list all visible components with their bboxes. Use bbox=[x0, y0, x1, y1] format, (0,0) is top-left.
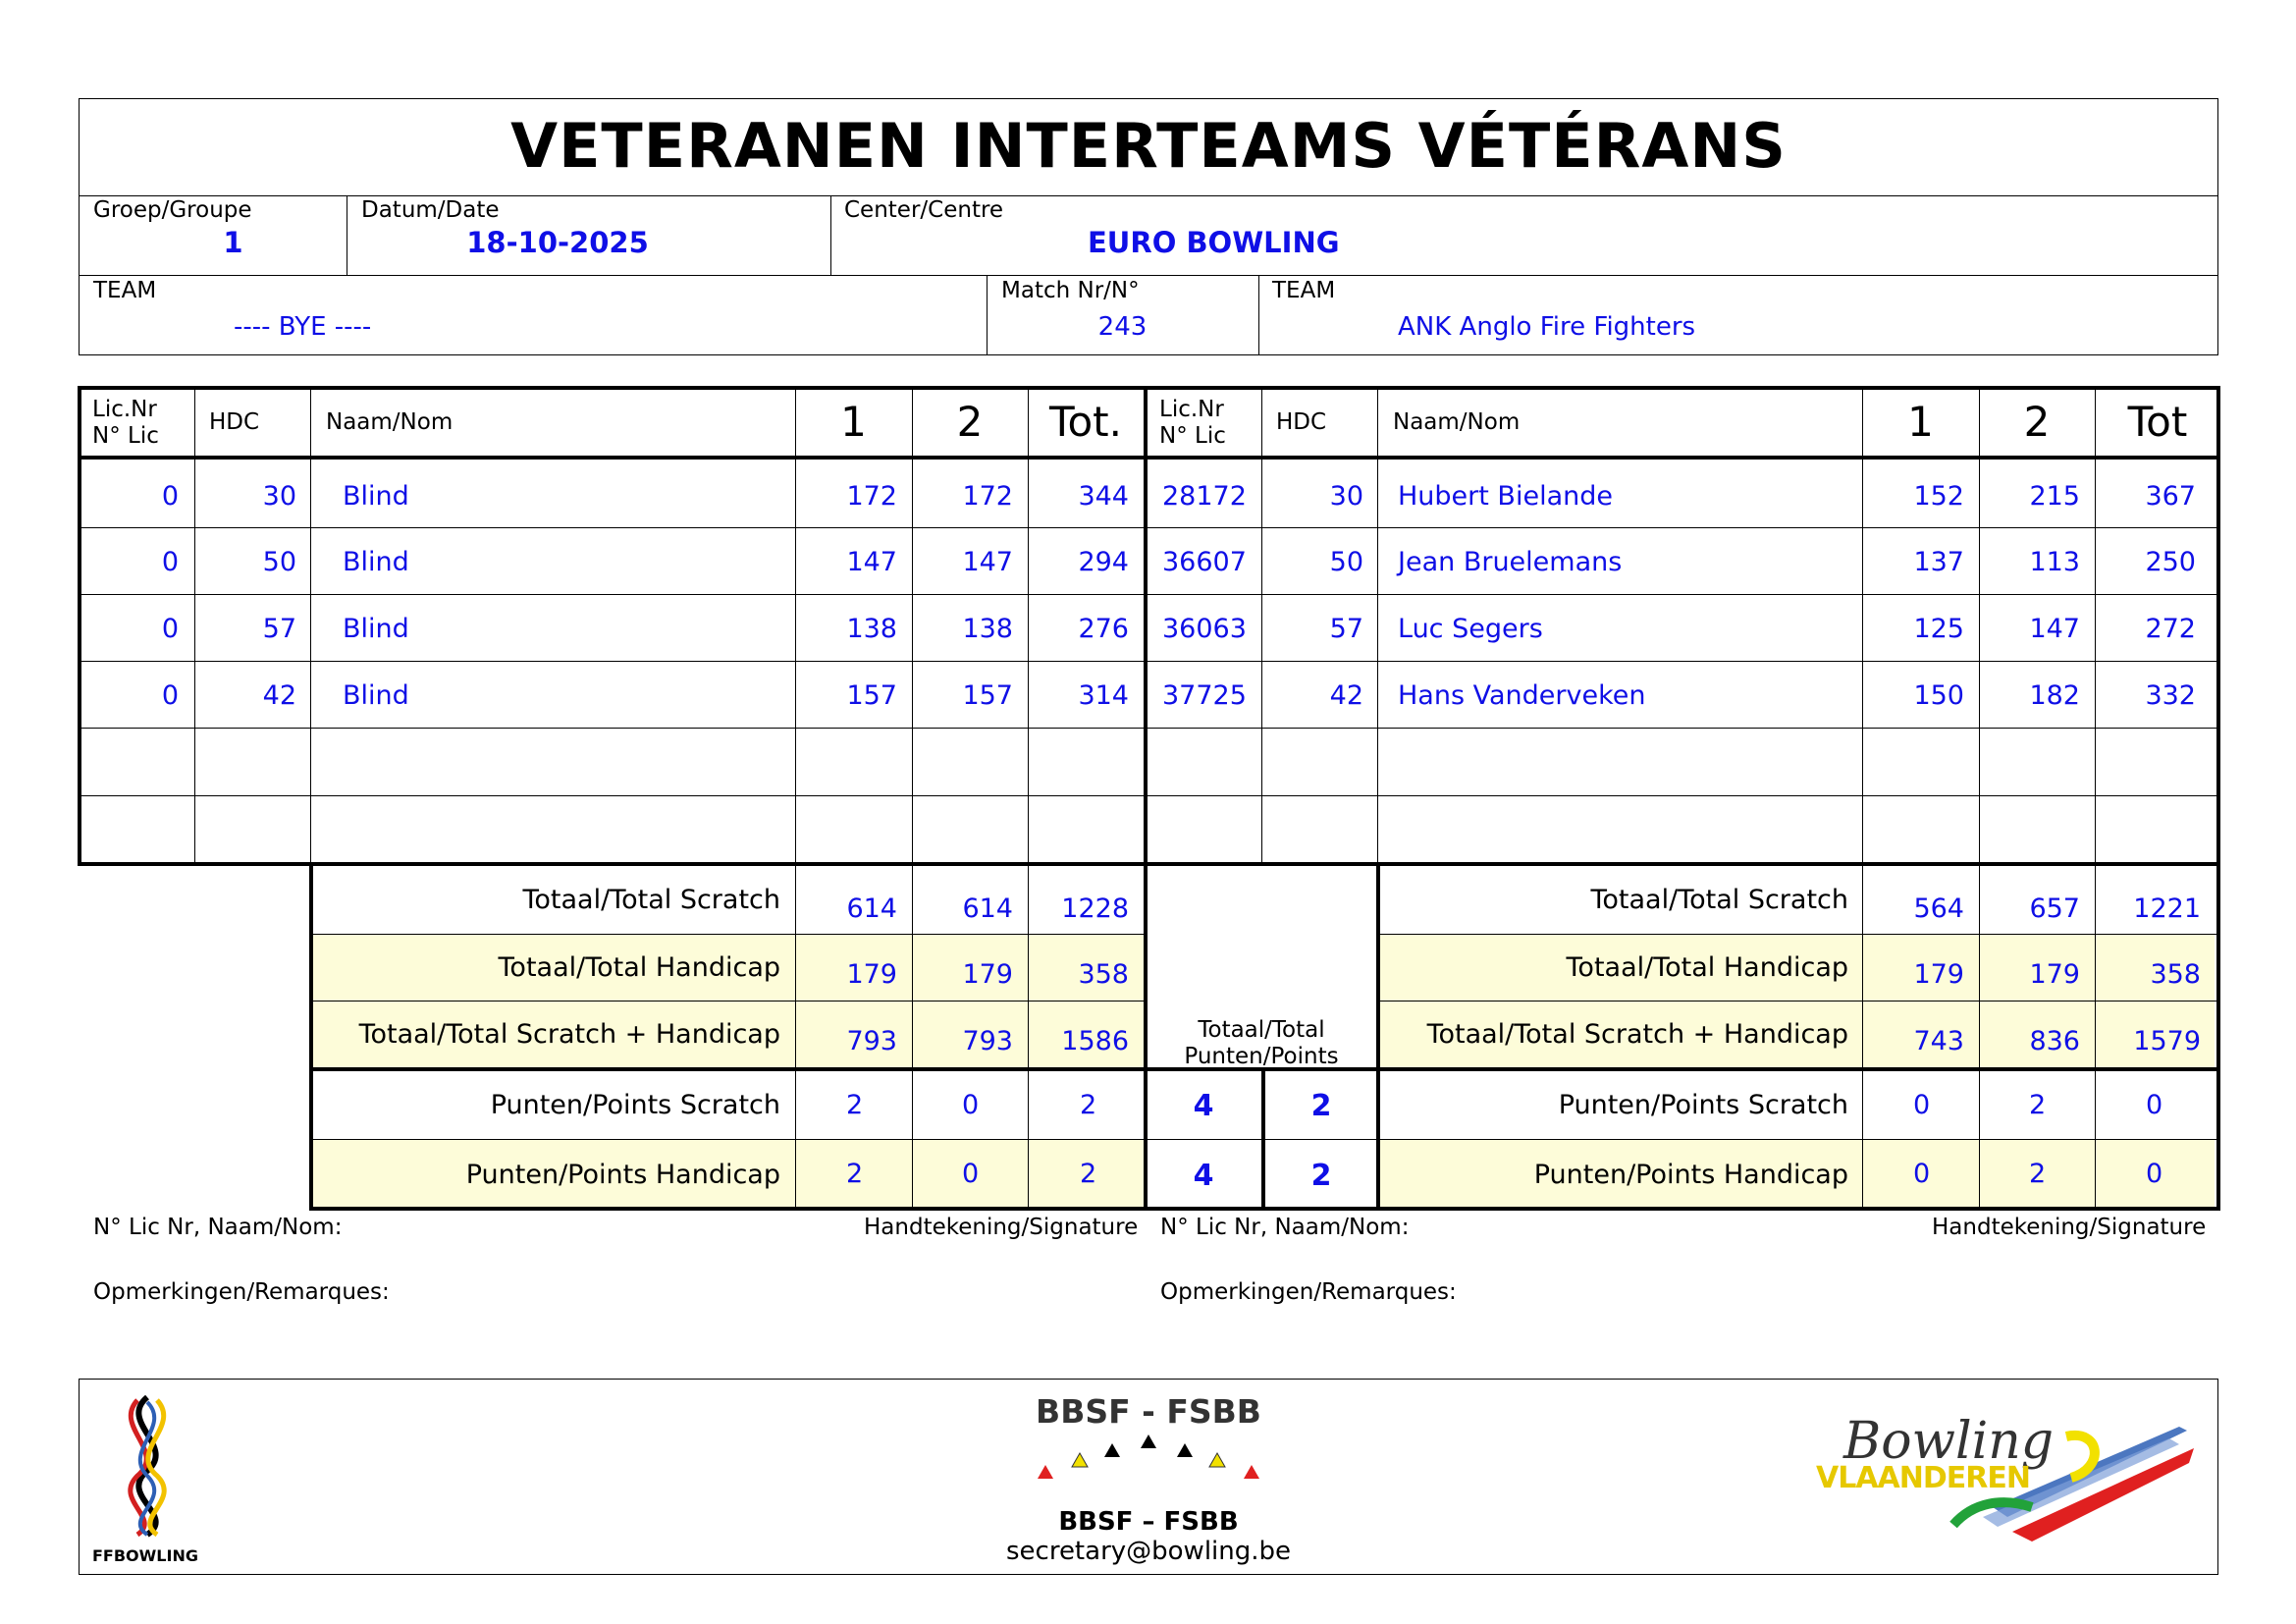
left-points-scratch-g1: 2 bbox=[846, 1090, 864, 1120]
right-hdc: 50 bbox=[1329, 547, 1363, 577]
right-scratch-label: Totaal/Total Scratch bbox=[1590, 885, 1848, 915]
group-label: Groep/Groupe bbox=[93, 197, 252, 223]
right-player-name: Hans Vanderveken bbox=[1398, 680, 1646, 711]
right-total: 367 bbox=[2145, 481, 2196, 512]
center-label: Center/Centre bbox=[844, 197, 1004, 223]
right-scratch-tot: 1221 bbox=[2133, 893, 2201, 924]
left-game1: 147 bbox=[846, 547, 897, 577]
org-name: BBSF – FSBB bbox=[1058, 1507, 1239, 1537]
left-points-handicap-g2: 0 bbox=[962, 1159, 980, 1189]
left-game2-header: 2 bbox=[956, 398, 984, 446]
left-lic: 0 bbox=[161, 481, 179, 512]
right-game1-header: 1 bbox=[1907, 398, 1934, 446]
right-lic: 37725 bbox=[1162, 680, 1247, 711]
right-points-scratch-g1: 0 bbox=[1913, 1090, 1931, 1120]
left-hdc: 42 bbox=[262, 680, 296, 711]
left-player-name: Blind bbox=[343, 614, 409, 644]
left-total: 276 bbox=[1078, 614, 1129, 644]
right-player-name: Luc Segers bbox=[1398, 614, 1543, 644]
left-player-name: Blind bbox=[343, 680, 409, 711]
left-scratch-g2: 614 bbox=[962, 893, 1013, 924]
right-scratch-g1: 564 bbox=[1913, 893, 1964, 924]
ffbowling-logo-text: FFBOWLING bbox=[92, 1546, 198, 1565]
right-hdc-header: HDC bbox=[1276, 409, 1327, 435]
right-lic: 28172 bbox=[1162, 481, 1247, 512]
right-game1: 137 bbox=[1913, 547, 1964, 577]
right-scratch-handicap-label: Totaal/Total Scratch + Handicap bbox=[1426, 1019, 1848, 1050]
left-total-header: Tot. bbox=[1048, 398, 1123, 446]
right-signature-name-label: N° Lic Nr, Naam/Nom: bbox=[1160, 1215, 1410, 1240]
center-value: EURO BOWLING bbox=[1088, 226, 1340, 259]
left-scratch-handicap-g2: 793 bbox=[962, 1026, 1013, 1056]
left-game2: 138 bbox=[962, 614, 1013, 644]
right-points-handicap-label: Punten/Points Handicap bbox=[1533, 1160, 1848, 1190]
right-game1: 152 bbox=[1913, 481, 1964, 512]
right-game2-header: 2 bbox=[2023, 398, 2051, 446]
right-scratch-handicap-tot: 1579 bbox=[2133, 1026, 2201, 1056]
left-points-handicap-label: Punten/Points Handicap bbox=[465, 1160, 780, 1190]
left-points-handicap-tot: 2 bbox=[1080, 1159, 1097, 1189]
ffbowling-logo bbox=[108, 1392, 187, 1540]
team-right-label: TEAM bbox=[1272, 278, 1336, 303]
left-total: 294 bbox=[1078, 547, 1129, 577]
left-player-name: Blind bbox=[343, 481, 409, 512]
left-hdc: 30 bbox=[262, 481, 296, 512]
left-scratch-g1: 614 bbox=[846, 893, 897, 924]
left-points-scratch-label: Punten/Points Scratch bbox=[490, 1090, 780, 1120]
right-handicap-g2: 179 bbox=[2029, 959, 2080, 990]
right-lic: 36607 bbox=[1162, 547, 1247, 577]
left-name-header: Naam/Nom bbox=[326, 409, 454, 435]
center-points-label: Totaal/Total Punten/Points bbox=[1184, 1017, 1339, 1069]
left-lic: 0 bbox=[161, 680, 179, 711]
right-points-scratch-label: Punten/Points Scratch bbox=[1558, 1090, 1848, 1120]
right-hdc: 30 bbox=[1329, 481, 1363, 512]
group-value: 1 bbox=[223, 226, 243, 259]
left-handicap-tot: 358 bbox=[1078, 959, 1129, 990]
right-hdc: 57 bbox=[1329, 614, 1363, 644]
right-handicap-label: Totaal/Total Handicap bbox=[1566, 952, 1848, 983]
right-scratch-handicap-g2: 836 bbox=[2029, 1026, 2080, 1056]
right-total: 250 bbox=[2145, 547, 2196, 577]
left-game1: 138 bbox=[846, 614, 897, 644]
center-points-handicap-left: 4 bbox=[1193, 1159, 1214, 1193]
right-game2: 215 bbox=[2029, 481, 2080, 512]
right-game1: 125 bbox=[1913, 614, 1964, 644]
left-hdc-header: HDC bbox=[209, 409, 260, 435]
right-total: 332 bbox=[2145, 680, 2196, 711]
date-value: 18-10-2025 bbox=[466, 226, 649, 259]
left-game2: 172 bbox=[962, 481, 1013, 512]
left-scratch-handicap-g1: 793 bbox=[846, 1026, 897, 1056]
bbsf-pins-logo bbox=[1026, 1430, 1271, 1489]
right-lic: 36063 bbox=[1162, 614, 1247, 644]
right-game2: 147 bbox=[2029, 614, 2080, 644]
team-left-label: TEAM bbox=[93, 278, 157, 303]
match-value: 243 bbox=[1097, 312, 1148, 342]
right-handicap-g1: 179 bbox=[1913, 959, 1964, 990]
right-total: 272 bbox=[2145, 614, 2196, 644]
left-total: 314 bbox=[1078, 680, 1129, 711]
page-title: VETERANEN INTERTEAMS VÉTÉRANS bbox=[510, 110, 1787, 182]
center-points-scratch-left: 4 bbox=[1193, 1089, 1214, 1123]
right-scratch-handicap-g1: 743 bbox=[1913, 1026, 1964, 1056]
left-lic: 0 bbox=[161, 547, 179, 577]
left-scratch-label: Totaal/Total Scratch bbox=[522, 885, 780, 915]
right-points-scratch-g2: 2 bbox=[2029, 1090, 2047, 1120]
left-hdc: 57 bbox=[262, 614, 296, 644]
right-lic-header: Lic.Nr N° Lic bbox=[1159, 397, 1226, 449]
team-right-value: ANK Anglo Fire Fighters bbox=[1398, 312, 1696, 342]
bbsf-logo-text: BBSF - FSBB bbox=[1036, 1392, 1261, 1431]
left-points-scratch-tot: 2 bbox=[1080, 1090, 1097, 1120]
right-signature-label: Handtekening/Signature bbox=[1932, 1215, 2207, 1240]
team-left-value: ---- BYE ---- bbox=[234, 312, 372, 342]
bowling-logo-word: Bowling bbox=[1843, 1412, 2055, 1471]
left-lic: 0 bbox=[161, 614, 179, 644]
right-player-name: Hubert Bielande bbox=[1398, 481, 1613, 512]
right-points-scratch-tot: 0 bbox=[2146, 1090, 2163, 1120]
right-points-handicap-tot: 0 bbox=[2146, 1159, 2163, 1189]
match-label: Match Nr/N° bbox=[1001, 278, 1140, 303]
right-player-name: Jean Bruelemans bbox=[1398, 547, 1623, 577]
vlaanderen-logo-word: VLAANDEREN bbox=[1816, 1461, 2030, 1495]
left-hdc: 50 bbox=[262, 547, 296, 577]
left-handicap-g1: 179 bbox=[846, 959, 897, 990]
left-points-scratch-g2: 0 bbox=[962, 1090, 980, 1120]
left-game1: 172 bbox=[846, 481, 897, 512]
right-remarks-label: Opmerkingen/Remarques: bbox=[1160, 1279, 1457, 1305]
center-points-scratch-right: 2 bbox=[1310, 1089, 1332, 1123]
left-game1: 157 bbox=[846, 680, 897, 711]
left-player-name: Blind bbox=[343, 547, 409, 577]
right-points-handicap-g1: 0 bbox=[1913, 1159, 1931, 1189]
left-total: 344 bbox=[1078, 481, 1129, 512]
left-game2: 157 bbox=[962, 680, 1013, 711]
left-game1-header: 1 bbox=[840, 398, 867, 446]
right-points-handicap-g2: 2 bbox=[2029, 1159, 2047, 1189]
left-scratch-tot: 1228 bbox=[1061, 893, 1129, 924]
org-email: secretary@bowling.be bbox=[1005, 1537, 1292, 1566]
left-remarks-label: Opmerkingen/Remarques: bbox=[93, 1279, 390, 1305]
left-signature-name-label: N° Lic Nr, Naam/Nom: bbox=[93, 1215, 343, 1240]
left-lic-header: Lic.Nr N° Lic bbox=[92, 397, 159, 449]
left-handicap-g2: 179 bbox=[962, 959, 1013, 990]
right-game2: 113 bbox=[2029, 547, 2080, 577]
right-game2: 182 bbox=[2029, 680, 2080, 711]
right-game1: 150 bbox=[1913, 680, 1964, 711]
left-scratch-handicap-tot: 1586 bbox=[1061, 1026, 1129, 1056]
right-scratch-g2: 657 bbox=[2029, 893, 2080, 924]
left-signature-label: Handtekening/Signature bbox=[864, 1215, 1139, 1240]
right-handicap-tot: 358 bbox=[2150, 959, 2201, 990]
date-label: Datum/Date bbox=[361, 197, 500, 223]
center-points-handicap-right: 2 bbox=[1310, 1159, 1332, 1193]
left-points-handicap-g1: 2 bbox=[846, 1159, 864, 1189]
left-handicap-label: Totaal/Total Handicap bbox=[498, 952, 780, 983]
left-scratch-handicap-label: Totaal/Total Scratch + Handicap bbox=[358, 1019, 780, 1050]
right-total-header: Tot bbox=[2127, 398, 2188, 446]
right-name-header: Naam/Nom bbox=[1393, 409, 1521, 435]
right-hdc: 42 bbox=[1329, 680, 1363, 711]
left-game2: 147 bbox=[962, 547, 1013, 577]
